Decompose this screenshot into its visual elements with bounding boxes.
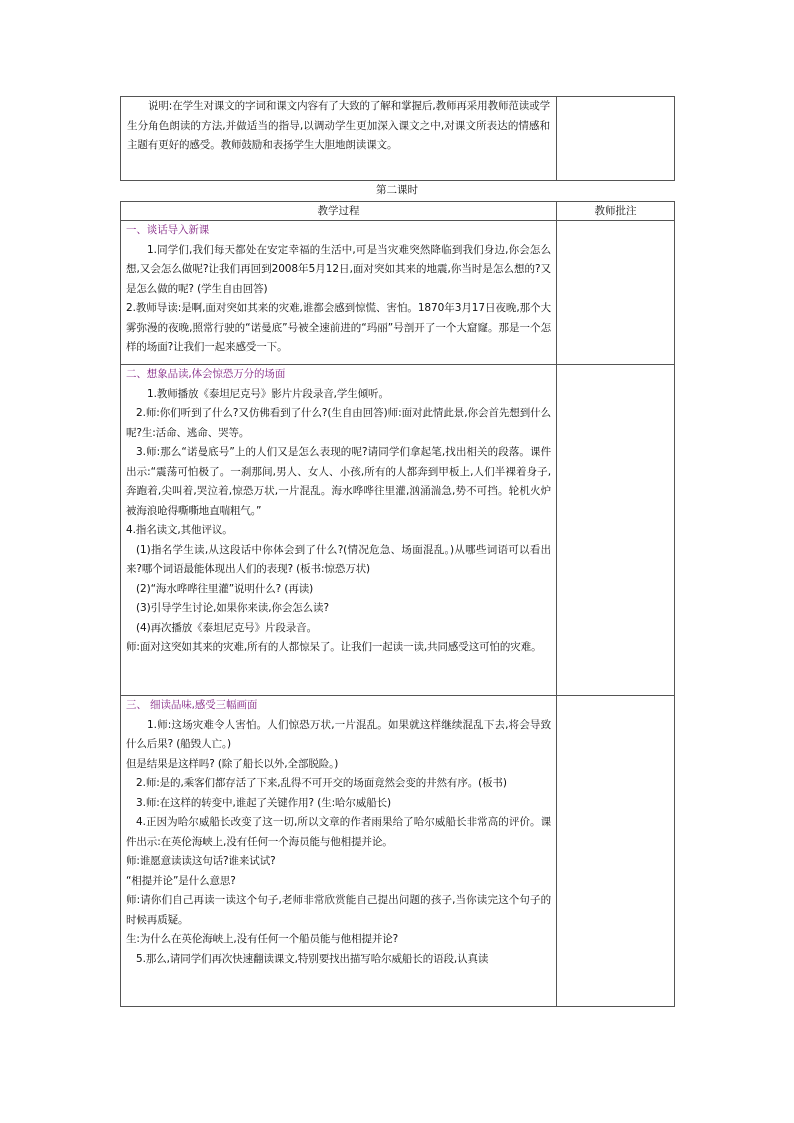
paragraph: 但是结果是这样吗? (除了船长以外,全部脱险。) [126, 757, 339, 770]
section-title: 二、想象品读,体会惊恐万分的场面 [126, 368, 286, 380]
paragraph: (4)再次播放《泰坦尼克号》片段录音。 [136, 621, 317, 634]
paragraph: 3.师:那么“诺曼底号”上的人们又是怎么表现的呢?请同学们拿起笔,找出相关的段落。课件出示:“震荡可怕极了。一刹那间,男人、女人、小孩,所有的人都奔到甲板上,人们半裸着身子,奔跑着,尖叫着,哭泣着,惊恐万状,一片混乱。海水哗哗往里灌,汹涌湍急,势不可挡。轮机火炉被海浪呛得嘶嘶地直喘粗气。” [126, 446, 551, 517]
paragraph: 1.同学们,我们每天都处在安定幸福的生活中,可是当灾难突然降临到我们身边,你会怎么想,又会怎么做呢?让我们再回到2008年5月12日,面对突如其来的地震,你当时是怎么想的?又是怎么做的呢? (学生自由回答) [126, 243, 551, 295]
paragraph: (2)“海水哗哗往里灌”说明什么? (再读) [136, 582, 314, 595]
paragraph: 5.那么,请同学们再次快速翻读课文,特别要找出描写哈尔威船长的语段,认真读 [136, 952, 489, 965]
lesson-caption: 第二课时 [376, 184, 418, 196]
paragraph: 生:为什么在英伦海峡上,没有任何一个船员能与他相提并论? [126, 933, 399, 945]
section-cell-1 [121, 221, 557, 365]
section-row-1 [121, 221, 675, 365]
lesson-plan-page [120, 96, 674, 1007]
intro-cell [121, 97, 557, 181]
paragraph: “相提并论”是什么意思? [126, 874, 236, 887]
paragraph: 4.指名读文,其他评议。 [126, 524, 233, 536]
paragraph: 师:面对这突如其来的灾难,所有的人都惊呆了。让我们一起读一读,共同感受这可怕的灾难。 [126, 641, 542, 653]
lesson-table [120, 201, 675, 1007]
paragraph: 3.师:在这样的转变中,谁起了关键作用? (生:哈尔威船长) [136, 796, 392, 809]
notes-cell-3 [557, 696, 675, 1007]
section-row-3 [121, 696, 675, 1007]
paragraph: 师:请你们自己再读一读这个句子,老师非常欣赏能自己提出问题的孩子,当你读完这个句子的时候再质疑。 [126, 894, 551, 926]
paragraph: 4.正因为哈尔威船长改变了这一切,所以文章的作者雨果给了哈尔威船长非常高的评价。课件出示:在英伦海峡上,没有任何一个海员能与他相提并论。 [126, 816, 551, 848]
section-row-2 [121, 365, 675, 696]
paragraph: 2.师:你们听到了什么?又仿佛看到了什么?(生自由回答)师:面对此情此景,你会首先想到什么呢?生:活命、逃命、哭等。 [126, 407, 551, 439]
header-notes: 教师批注 [557, 202, 675, 221]
paragraph: 2.教师导读:是啊,面对突如其来的灾难,谁都会感到惊慌、害怕。1870年3月17日夜晚,那个大雾弥漫的夜晚,照常行驶的“诺曼底”号被全速前进的“玛丽”号剖开了一个大窟窿。那是一个怎样的场面?让我们一起来感受一下。 [126, 302, 551, 353]
paragraph: 师:谁愿意读读这句话?谁来试试? [126, 855, 276, 867]
paragraph: (1)指名学生读,从这段话中你体会到了什么?(情况危急、场面混乱。)从哪些词语可以看出来?哪个词语最能体现出人们的表现? (板书:惊恐万状) [126, 543, 551, 575]
section-title: 三、 细读品味,感受三幅画面 [126, 699, 258, 711]
paragraph: (3)引导学生讨论,如果你来读,你会怎么读? [136, 602, 329, 614]
paragraph: 1.教师播放《泰坦尼克号》影片片段录音,学生倾听。 [147, 387, 389, 400]
paragraph: 1.师:这场灾难令人害怕。人们惊恐万状,一片混乱。如果就这样继续混乱下去,将会导致什么后果? (船毁人亡。) [126, 718, 551, 750]
notes-cell-2 [557, 365, 675, 696]
intro-table [120, 96, 675, 181]
intro-notes-cell [557, 97, 675, 181]
paragraph: 2.师:是的,乘客们都存活了下来,乱得不可开交的场面竟然会变的井然有序。(板书) [136, 777, 507, 789]
section-title: 一、谈话导入新课 [126, 224, 210, 236]
intro-note: 说明:在学生对课文的字词和课文内容有了大致的了解和掌握后,教师再采用教师范读或学生分角色朗读的方法,并做适当的指导,以调动学生更加深入课文之中,对课文所表达的情感和主题有更好的感受。教师鼓励和表扬学生大胆地朗读课文。 [127, 100, 550, 151]
section-cell-2 [121, 365, 557, 696]
header-process: 教学过程 [121, 202, 557, 221]
table-header-row [121, 202, 675, 221]
section-cell-3 [121, 696, 557, 1007]
notes-cell-1 [557, 221, 675, 365]
